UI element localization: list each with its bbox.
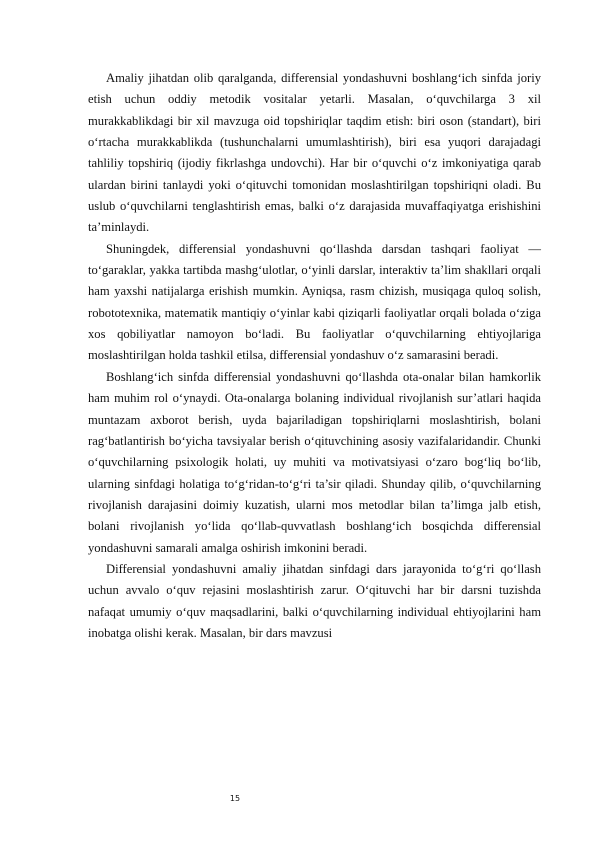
paragraph-2: Shuningdek, differensial yondashuvni qo‘llashda darsdan tashqari faoliyat — to‘garaklar, yakka tartibda mashg‘ulotlar, o‘yinli darslar, interaktiv ta’lim shakllari orqali ham yaxshi natijalarga erishish mumkin. Ayniqsa, rasm chizish, musiqaga quloq solish, robototexnika, matematik mantiqiy o‘yinlar kabi qiziqarli faoliyatlar orqali bolada o‘ziga xos qobiliyatlar namoyon bo‘ladi. Bu faoliyatlar o‘quvchilarning ehtiyojlariga moslashtirilgan holda tashkil etilsa, differensial yondashuv o‘z samarasini beradi. <box>88 241 541 363</box>
page-number: 15 <box>229 794 241 803</box>
paragraph-3: Boshlang‘ich sinfda differensial yondashuvni qo‘llashda ota-onalar bilan hamkorlik ham muhim rol o‘ynaydi. Ota-onalarga bolaning individual rivojlanish sur’atlari haqida muntazam axborot berish, uyda bajariladigan topshiriqlarni moslashtirish, bolani rag‘batlantirish bo‘yicha tavsiyalar berish o‘qituvchining asosiy vazifalaridandir. Chunki o‘quvchilarning psixologik holati, uy muhiti va motivatsiyasi o‘zaro bog‘liq bo‘lib, ularning sinfdagi holatiga to‘g‘ridan-to‘g‘ri ta’sir qiladi. Shunday qilib, o‘quvchilarning rivojlanish darajasini doimiy kuzatish, ularni mos metodlar bilan ta’limga jalb etish, bolani rivojlanish yo‘lida qo‘llab-quvvatlash boshlang‘ich bosqichda differensial yondashuvni samarali amalga oshirish imkonini beradi. <box>88 369 541 555</box>
paragraph-1: Amaliy jihatdan olib qaralganda, differensial yondashuvni boshlang‘ich sinfda joriy etish uchun oddiy metodik vositalar yetarli. Masalan, o‘quvchilarga 3 xil murakkablikdagi bir xil mavzuga oid topshiriqlar taqdim etish: biri oson (standart), biri o‘rtacha murakkablikda (tushunchalarni umumlashtirish), biri esa yuqori darajadagi tahliliy topshiriq (ijodiy fikrlashga undovchi). Har bir o‘quvchi o‘z imkoniyatiga qarab ulardan birini tanlaydi yoki o‘qituvchi tomonidan moslashtirilgan topshiriqni oladi. Bu uslub o‘quvchilarni tenglashtirish emas, balki o‘z darajasida muvaffaqiyatga erishishini ta’minlaydi. <box>88 71 541 235</box>
paragraph-4: Differensial yondashuvni amaliy jihatdan sinfdagi dars jarayonida to‘g‘ri qo‘llash uchun avvalo o‘quv rejasini moslashtirish zarur. O‘qituvchi har bir darsni tuzishda nafaqat umumiy o‘quv maqsadlarini, balki o‘quvchilarning individual ehtiyojlarini ham inobatga olishi kerak. Masalan, bir dars mavzusi <box>88 561 541 640</box>
body-text <box>88 68 541 644</box>
